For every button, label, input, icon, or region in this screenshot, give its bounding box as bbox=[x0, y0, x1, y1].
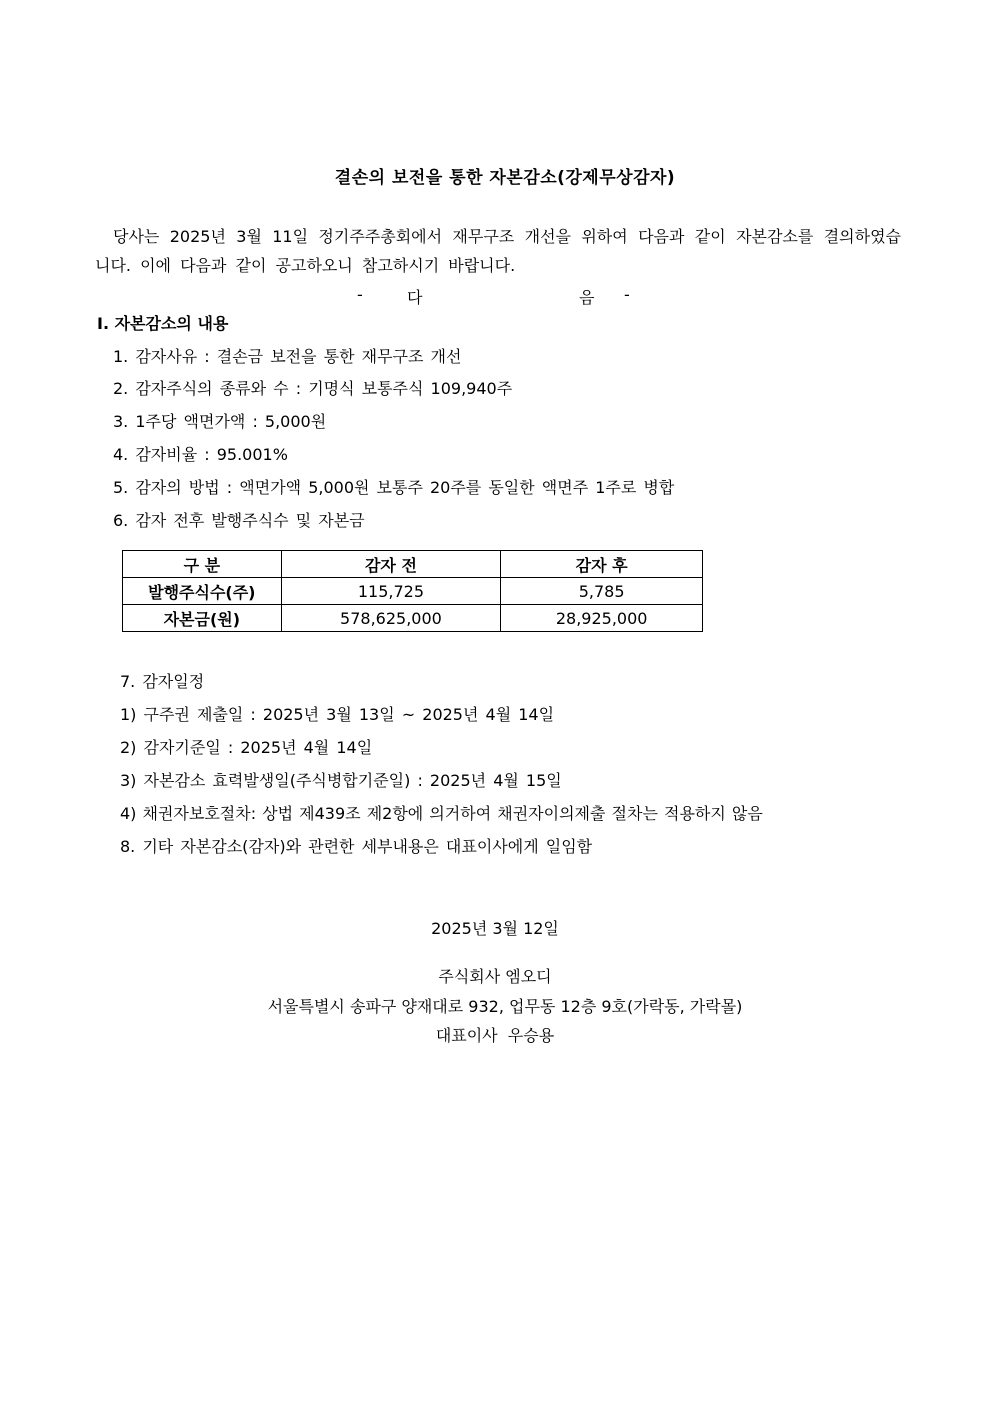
dahm-dash-right: - bbox=[624, 285, 630, 304]
item-4: 4. 감자비율 : 95.001% bbox=[113, 445, 288, 464]
document-title: 결손의 보전을 통한 자본감소(강제무상감자) bbox=[334, 168, 676, 188]
item-6: 6. 감자 전후 발행주식수 및 자본금 bbox=[113, 511, 365, 530]
table-row bbox=[123, 578, 703, 605]
row-label-shares: 발행주식수(주) bbox=[123, 578, 282, 605]
notice-date: 2025년 3월 12일 bbox=[431, 919, 559, 938]
shares-before: 115,725 bbox=[281, 578, 501, 605]
schedule-1: 1) 구주권 제출일 : 2025년 3월 13일 ~ 2025년 4월 14일 bbox=[120, 705, 555, 724]
company-address: 서울특별시 송파구 양재대로 932, 업무동 12층 9호(가락동, 가락몰) bbox=[267, 997, 743, 1016]
table-header-row bbox=[123, 551, 703, 578]
capital-after: 28,925,000 bbox=[501, 605, 703, 632]
header-category: 구 분 bbox=[123, 551, 282, 578]
capital-table bbox=[122, 550, 703, 632]
schedule-4: 4) 채권자보호절차: 상법 제439조 제2항에 의거하여 채권자이의제출 절차는 적용하지 않음 bbox=[120, 804, 763, 823]
schedule-3: 3) 자본감소 효력발생일(주식병합기준일) : 2025년 4월 15일 bbox=[120, 771, 562, 790]
item-8: 8. 기타 자본감소(감자)와 관련한 세부내용은 대표이사에게 일임함 bbox=[120, 837, 593, 856]
header-after: 감자 후 bbox=[501, 551, 703, 578]
intro-paragraph: 당사는 2025년 3월 11일 정기주주총회에서 재무구조 개선을 위하여 다음과 같이 자본감소를 결의하였습니다. 이에 다음과 같이 공고하오니 참고하시기 바랍니다. bbox=[95, 227, 901, 275]
item-2: 2. 감자주식의 종류와 수 : 기명식 보통주식 109,940주 bbox=[113, 379, 513, 398]
dahm-da: 다 bbox=[407, 288, 423, 307]
ceo-name: 대표이사 우승용 bbox=[435, 1026, 555, 1045]
schedule-2: 2) 감자기준일 : 2025년 4월 14일 bbox=[120, 738, 373, 757]
row-label-capital: 자본금(원) bbox=[123, 605, 282, 632]
table-row bbox=[123, 605, 703, 632]
header-before: 감자 전 bbox=[281, 551, 501, 578]
capital-before: 578,625,000 bbox=[281, 605, 501, 632]
shares-after: 5,785 bbox=[501, 578, 703, 605]
dahm-eum: 음 bbox=[579, 288, 595, 307]
schedule-title: 7. 감자일정 bbox=[120, 672, 205, 691]
item-1: 1. 감자사유 : 결손금 보전을 통한 재무구조 개선 bbox=[113, 347, 462, 366]
company-name: 주식회사 엠오디 bbox=[438, 967, 552, 986]
section-title: Ⅰ. 자본감소의 내용 bbox=[97, 314, 229, 333]
dahm-dash-left: - bbox=[357, 285, 363, 304]
item-5: 5. 감자의 방법 : 액면가액 5,000원 보통주 20주를 동일한 액면주 1주로 병합 bbox=[113, 478, 675, 497]
item-3: 3. 1주당 액면가액 : 5,000원 bbox=[113, 412, 327, 431]
